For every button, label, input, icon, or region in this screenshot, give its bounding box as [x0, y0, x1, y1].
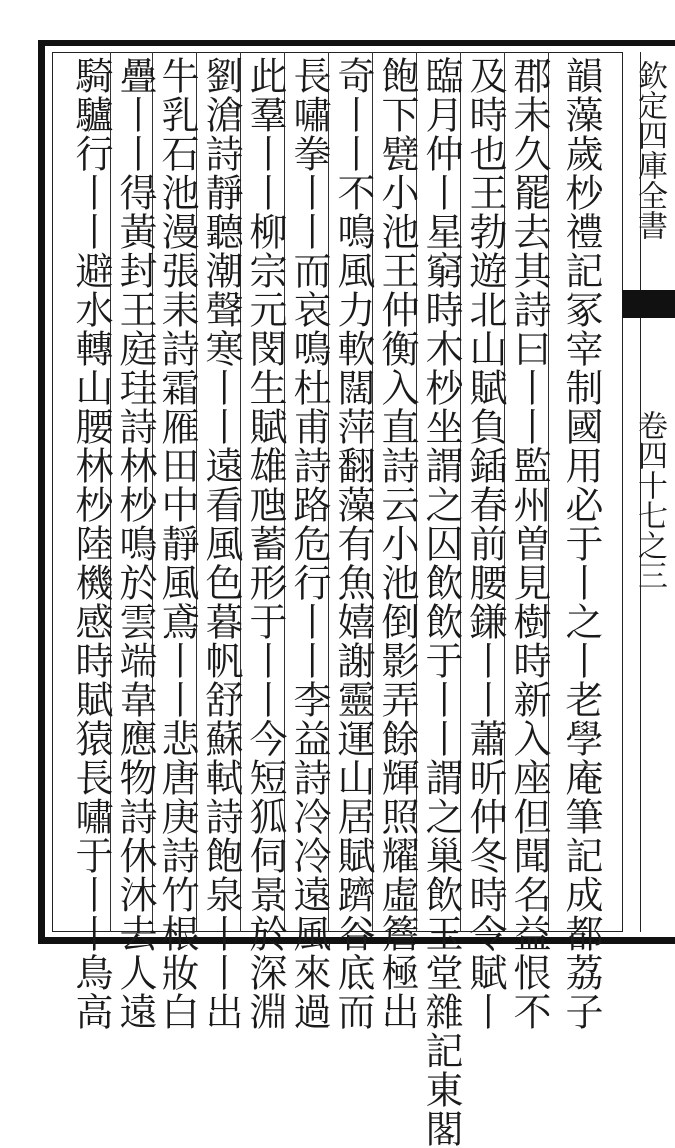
- text-column-3: 及時也王勃遊北山賦負鍤春前腰鎌丨丨蕭昕仲冬時令賦丨: [463, 56, 507, 1031]
- text-column-8: 此羣丨丨柳宗元閔生賦雄虺蓄形于丨丨今短狐伺景於深淵: [243, 56, 287, 1031]
- text-column-1: 韻藻歲杪禮記冢宰制國用必于丨之丨老學庵筆記成都荔子: [559, 56, 603, 1031]
- fish-tail-mark: [622, 290, 675, 318]
- text-column-2: 郡未久罷去其詩曰丨丨監州曽見樹時新入座但聞名益恨不: [507, 56, 551, 1031]
- volume-label: 卷四十七之三: [632, 410, 667, 590]
- text-column-4: 臨月仲丨星窮時木杪坐謂之囚飲飲于丨丨謂之巢飲玉堂雜記東閣: [419, 56, 463, 1148]
- text-column-5: 飽下甓小池王仲衡入直詩云小池倒影弄餘輝照耀虛簷極出: [375, 56, 419, 1031]
- text-column-7: 長嘯拳丨丨而哀鳴杜甫詩路危行丨丨李益詩冷冷遠風來過: [287, 56, 331, 1031]
- text-column-9: 劉滄詩靜聽潮聲寒丨丨遠看風色暮帆舒蘇軾詩飽泉丨丨出: [199, 56, 243, 1031]
- text-column-12: 騎驢行丨丨避水轉山腰林杪陸機感時賦猿長嘯于丨丨鳥高: [69, 56, 113, 1031]
- margin-title: 欽定四庫全書: [632, 60, 667, 240]
- text-column-11: 疊丨丨得黃封王庭珪詩林杪鳴於雲端韋應物詩休沐去人遠: [113, 56, 157, 1031]
- text-column-6: 奇丨丨不鳴風力軟闊萍翻藻有魚嬉謝靈運山居賦躋谷底而: [331, 56, 375, 1031]
- text-column-10: 牛乳石池漫張耒詩霜雁田中靜風鳶丨丨悲唐庚詩竹根妝白: [155, 56, 199, 1031]
